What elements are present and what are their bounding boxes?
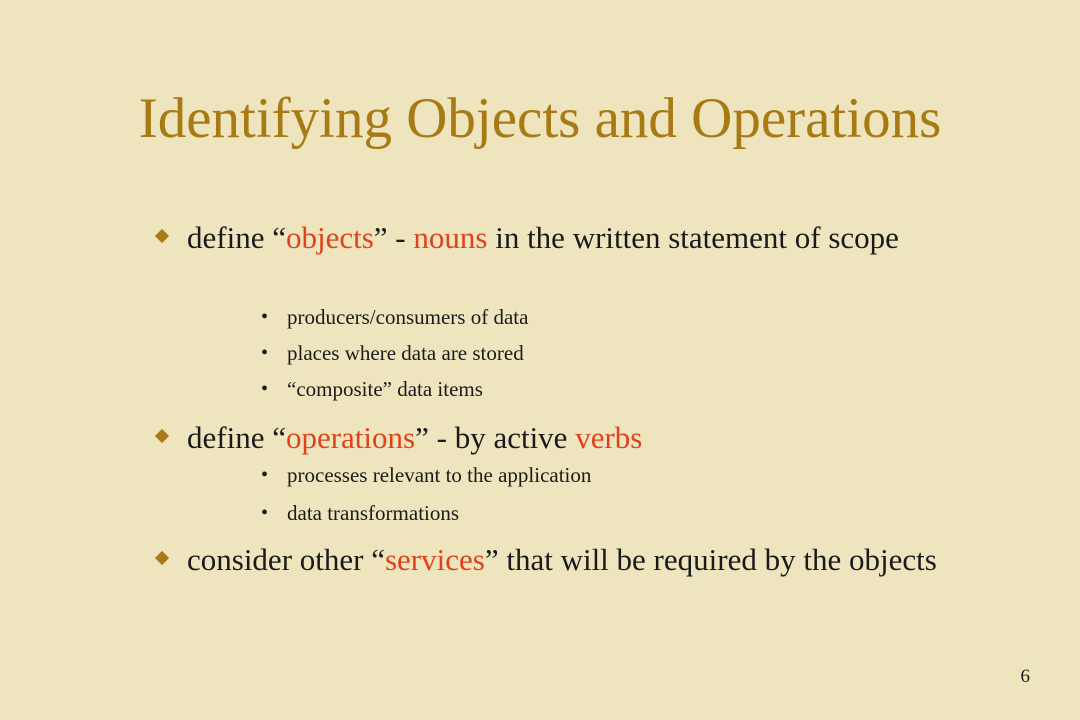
bullet-services-text-pre: consider other “ (187, 542, 385, 577)
highlight-verbs: verbs (575, 420, 643, 455)
sub-bullet-item (261, 340, 524, 366)
dot-bullet-icon: • (261, 342, 269, 364)
sub-bullet-text: “composite” data items (287, 377, 483, 401)
highlight-objects: objects (285, 220, 374, 255)
diamond-bullet-icon (155, 551, 169, 565)
bullet-operations-text-mid: ” - by active (415, 420, 576, 455)
dot-bullet-icon: • (261, 464, 269, 486)
bullet-services (187, 540, 947, 580)
highlight-services: services (384, 542, 485, 577)
sub-bullet-text: producers/consumers of data (287, 305, 529, 329)
dot-bullet-icon: • (261, 306, 269, 328)
page-number: 6 (1020, 666, 1030, 687)
bullet-objects-text-mid: ” - (373, 220, 414, 255)
diamond-bullet-icon (155, 229, 169, 243)
sub-bullet-item (261, 462, 592, 488)
highlight-operations: operations (285, 420, 416, 455)
bullet-services-text-post: ” that will be required by the objects (484, 542, 937, 577)
bullet-operations-text-pre: define “ (187, 420, 286, 455)
slide-title: Identifying Objects and Operations (138, 87, 942, 150)
dot-bullet-icon: • (261, 378, 269, 400)
diamond-bullet-icon (155, 429, 169, 443)
bullet-objects (187, 218, 947, 258)
dot-bullet-icon: • (261, 502, 269, 524)
sub-bullet-item (261, 376, 483, 402)
bullet-objects-text-pre: define “ (187, 220, 286, 255)
sub-bullet-item (261, 304, 529, 330)
sub-bullet-text: places where data are stored (287, 341, 524, 365)
sub-bullet-text: data transformations (287, 501, 460, 525)
bullet-operations (187, 418, 947, 458)
sub-bullet-item (261, 500, 460, 526)
bullet-objects-text-post: in the written statement of scope (487, 220, 899, 255)
highlight-nouns: nouns (413, 220, 488, 255)
sub-bullet-text: processes relevant to the application (287, 463, 592, 487)
